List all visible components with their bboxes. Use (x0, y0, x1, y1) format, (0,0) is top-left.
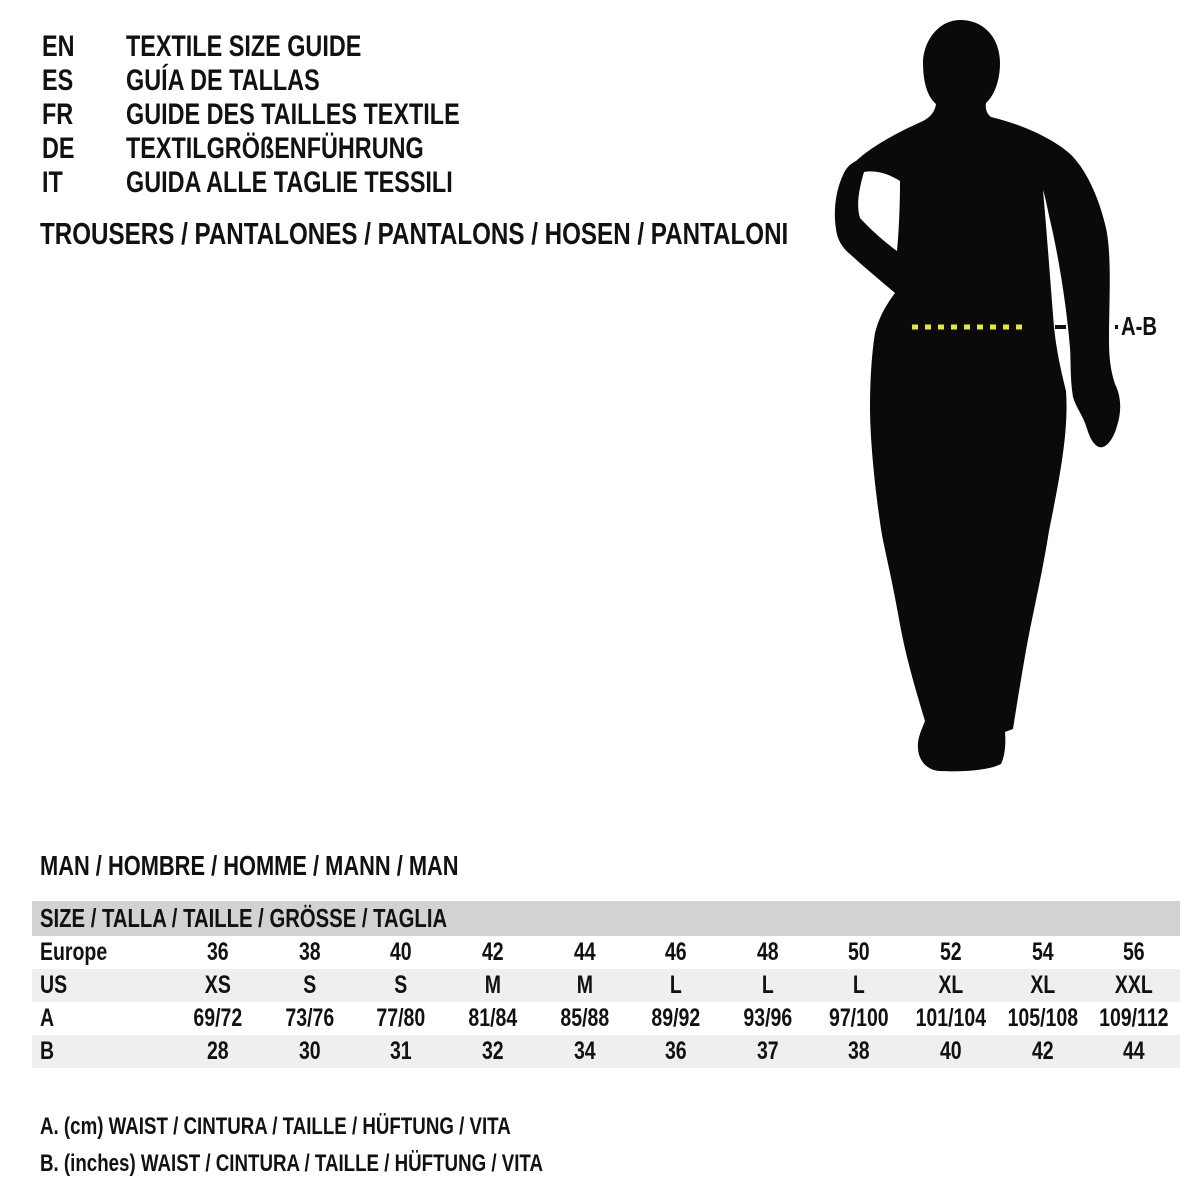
table-cell: 31 (390, 1037, 412, 1065)
man-silhouette-figure (800, 0, 1140, 800)
table-cell: 85/88 (559, 1004, 609, 1032)
language-list (42, 30, 554, 200)
table-cell: L (853, 971, 866, 999)
table-cell: 50 (848, 938, 871, 966)
table-cell: 36 (665, 1037, 687, 1065)
table-cell: M (576, 971, 593, 999)
language-code: FR (42, 98, 74, 131)
language-title: GUÍA DE TALLAS (126, 64, 321, 97)
man-silhouette-path (835, 20, 1120, 771)
table-cell: 30 (298, 1037, 321, 1065)
footnote-b-inches: B. (inches) WAIST / CINTURA / TAILLE / HÜFTUNG / VITA (40, 1150, 544, 1177)
table-cell: 46 (665, 938, 687, 966)
product-heading: TROUSERS / PANTALONES / PANTALONS / HOSEN / PANTALONI (40, 216, 789, 251)
language-code: DE (42, 132, 75, 165)
table-cell: XL (938, 971, 964, 999)
section-heading-man: MAN / HOMBRE / HOMME / MANN / MAN (40, 850, 459, 881)
table-cell: 73/76 (285, 1004, 334, 1032)
table-cell: 56 (1123, 938, 1146, 966)
table-cell: 34 (573, 1037, 596, 1065)
table-cell: 101/104 (915, 1004, 987, 1032)
table-cell: 32 (481, 1037, 504, 1065)
table-cell: 77/80 (376, 1004, 426, 1032)
table-row-a-cm (32, 1002, 1180, 1035)
language-row-fr (42, 98, 554, 132)
table-cell: 38 (298, 938, 321, 966)
language-row-es (42, 64, 554, 98)
table-cell: S (302, 971, 316, 999)
table-row-us (32, 969, 1180, 1002)
table-cell: 40 (940, 1037, 962, 1065)
table-cell: 38 (848, 1037, 871, 1065)
language-code: ES (42, 64, 74, 97)
footnote-a-cm: A. (cm) WAIST / CINTURA / TAILLE / HÜFTUNG / VITA (40, 1113, 511, 1140)
language-title: TEXTILGRÖßENFÜHRUNG (126, 132, 425, 165)
language-row-de (42, 132, 554, 166)
table-cell: 42 (1031, 1037, 1054, 1065)
table-cell: 44 (1123, 1037, 1146, 1065)
row-label: B (40, 1037, 55, 1065)
table-cell: 52 (940, 938, 962, 966)
table-cell: 28 (206, 1037, 229, 1065)
table-cell: 44 (573, 938, 596, 966)
table-cell: 89/92 (651, 1004, 701, 1032)
row-label: Europe (40, 938, 108, 966)
table-cell: 97/100 (829, 1004, 890, 1032)
language-code: EN (42, 30, 75, 63)
table-cell: L (670, 971, 682, 999)
table-cell: 69/72 (193, 1004, 243, 1032)
language-row-it (42, 166, 554, 200)
table-row-europe (32, 936, 1180, 969)
size-table (32, 901, 1180, 1068)
table-cell: 81/84 (468, 1004, 518, 1032)
table-cell: 48 (756, 938, 779, 966)
row-label: US (40, 971, 68, 999)
table-row-b-inches (32, 1035, 1180, 1068)
table-cell: 105/108 (1007, 1004, 1078, 1032)
table-cell: XS (204, 971, 231, 999)
language-title: GUIDE DES TAILLES TEXTILE (126, 98, 461, 131)
table-cell: S (394, 971, 408, 999)
row-label: A (40, 1004, 55, 1032)
table-cell: 36 (206, 938, 229, 966)
man-silhouette (800, 0, 1140, 800)
measurement-footnotes (40, 1108, 685, 1182)
table-cell: 109/112 (1099, 1004, 1169, 1032)
table-cell: L (761, 971, 774, 999)
table-cell: 42 (481, 938, 504, 966)
language-code: IT (42, 166, 63, 199)
table-cell: M (484, 971, 501, 999)
table-cell: 37 (756, 1037, 779, 1065)
table-cell: XL (1030, 971, 1056, 999)
table-cell: XXL (1115, 971, 1154, 999)
language-row-en (42, 30, 554, 64)
measure-label-ab: A-B (1121, 311, 1158, 341)
table-cell: 93/96 (743, 1004, 793, 1032)
table-cell: 40 (390, 938, 412, 966)
table-cell: 54 (1031, 938, 1054, 966)
language-title: GUIDA ALLE TAGLIE TESSILI (126, 166, 454, 199)
language-title: TEXTILE SIZE GUIDE (126, 30, 362, 63)
size-table-header: SIZE / TALLA / TAILLE / GRÖSSE / TAGLIA (32, 901, 1180, 936)
